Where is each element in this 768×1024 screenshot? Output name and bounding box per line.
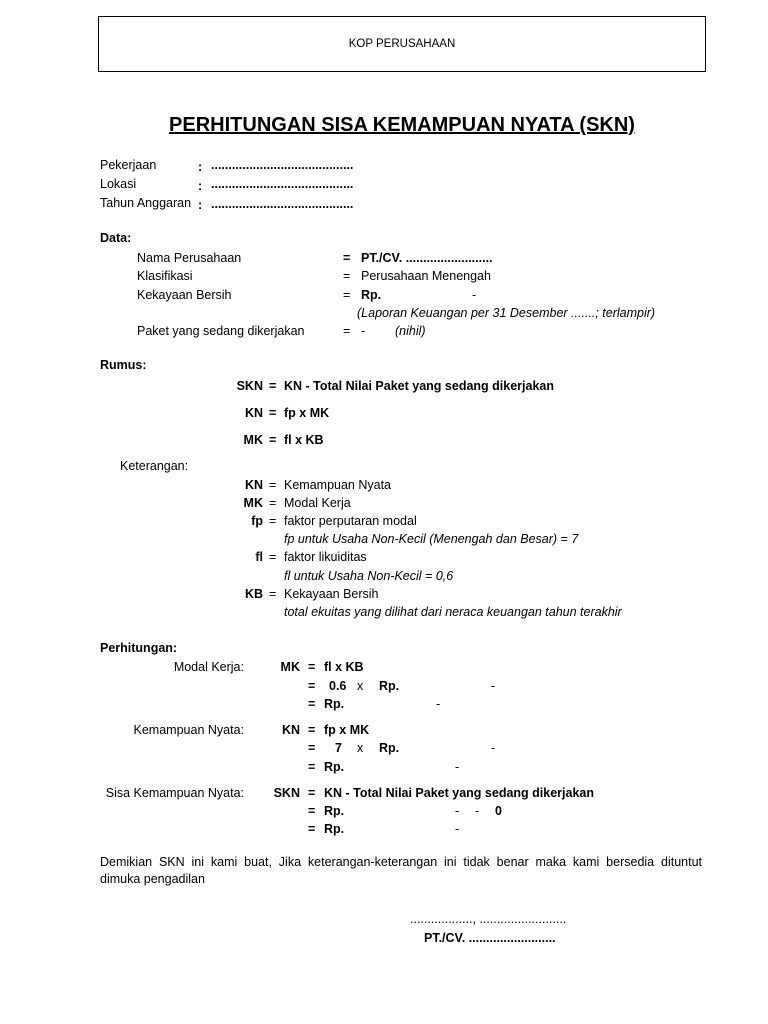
calc-currency: Rp.: [324, 697, 345, 711]
data-equals: =: [343, 251, 351, 265]
calc-equals: =: [308, 741, 316, 755]
calc-times: x: [357, 741, 364, 755]
calc-formula-mk: fl x KB: [324, 660, 364, 674]
keterangan-note-fl: fl untuk Usaha Non-Kecil = 0,6: [284, 569, 454, 583]
calc-currency: Rp.: [324, 822, 345, 836]
calc-symbol-skn: SKN: [273, 786, 300, 800]
calc-minus: -: [475, 804, 480, 818]
project-info-colon: :: [198, 160, 203, 174]
data-value-kekayaan-amount: -: [472, 288, 477, 302]
formula-equals: =: [269, 433, 277, 447]
calc-label-kemampuan-nyata: Kemampuan Nyata:: [133, 723, 244, 737]
keterangan-term-fp: fp: [251, 514, 263, 528]
signature-company: PT./CV. .........................: [424, 931, 556, 945]
keterangan-desc-fl: faktor likuiditas: [284, 550, 367, 564]
calc-equals: =: [308, 679, 316, 693]
data-label-nama-perusahaan: Nama Perusahaan: [137, 251, 242, 265]
calc-equals: =: [308, 723, 316, 737]
calc-equals: =: [308, 804, 316, 818]
project-info-label-pekerjaan: Pekerjaan: [100, 158, 157, 172]
signature-place-date: .................., .........................: [410, 912, 567, 926]
project-info-colon: :: [198, 179, 203, 193]
keterangan-term-fl: fl: [255, 550, 263, 564]
calc-symbol-kn: KN: [281, 723, 300, 737]
data-equals: =: [343, 269, 351, 283]
data-value-kekayaan-currency: Rp.: [361, 288, 382, 302]
calc-equals: =: [308, 822, 316, 836]
calc-result-kn: -: [455, 760, 460, 774]
data-heading: Data:: [100, 231, 132, 245]
formula-rhs-mk: fl x KB: [284, 433, 324, 447]
calc-currency: Rp.: [324, 804, 345, 818]
keterangan-equals: =: [269, 478, 277, 492]
data-value-nama-perusahaan: PT./CV. .........................: [361, 251, 493, 265]
formula-lhs-skn: SKN: [236, 379, 263, 393]
calc-amount: -: [455, 804, 460, 818]
data-kekayaan-note: (Laporan Keuangan per 31 Desember .......; terlampir): [357, 306, 656, 320]
rumus-heading: Rumus:: [100, 358, 147, 372]
calc-equals: =: [308, 786, 316, 800]
keterangan-equals: =: [269, 514, 277, 528]
keterangan-desc-kn: Kemampuan Nyata: [284, 478, 392, 492]
keterangan-desc-mk: Modal Kerja: [284, 496, 351, 510]
calc-factor-fl: 0.6: [329, 679, 347, 693]
calc-label-modal-kerja: Modal Kerja:: [173, 660, 244, 674]
calc-result-skn: -: [455, 822, 460, 836]
keterangan-equals: =: [269, 496, 277, 510]
calc-result-mk: -: [436, 697, 441, 711]
calc-equals: =: [308, 760, 316, 774]
data-value-paket: -: [361, 324, 366, 338]
keterangan-term-mk: MK: [243, 496, 263, 510]
data-equals: =: [343, 288, 351, 302]
keterangan-desc-kb: Kekayaan Bersih: [284, 587, 379, 601]
data-equals: =: [343, 324, 351, 338]
keterangan-equals: =: [269, 587, 277, 601]
letterhead-box: [98, 16, 706, 72]
formula-rhs-kn: fp x MK: [284, 406, 330, 420]
closing-paragraph-line-2: dimuka pengadilan: [100, 872, 205, 886]
calc-factor-fp: 7: [335, 741, 342, 755]
project-info-value-pekerjaan: .........................................: [211, 158, 354, 172]
calc-equals: =: [308, 697, 316, 711]
perhitungan-heading: Perhitungan:: [100, 641, 178, 655]
data-label-klasifikasi: Klasifikasi: [137, 269, 193, 283]
formula-rhs-skn: KN - Total Nilai Paket yang sedang dikerjakan: [284, 379, 554, 393]
calc-currency: Rp.: [379, 741, 400, 755]
data-paket-note: (nihil): [395, 324, 426, 338]
project-info-label-lokasi: Lokasi: [100, 177, 137, 191]
data-value-klasifikasi: Perusahaan Menengah: [361, 269, 491, 283]
keterangan-equals: =: [269, 550, 277, 564]
calc-symbol-mk: MK: [280, 660, 300, 674]
data-label-paket: Paket yang sedang dikerjakan: [137, 324, 305, 338]
keterangan-term-kb: KB: [244, 587, 263, 601]
project-info-colon: :: [198, 198, 203, 212]
project-info-value-tahun-anggaran: .........................................: [211, 197, 354, 211]
keterangan-note-fp: fp untuk Usaha Non-Kecil (Menengah dan Besar) = 7: [284, 532, 579, 546]
calc-amount: -: [491, 679, 496, 693]
keterangan-heading: Keterangan:: [120, 459, 189, 473]
data-label-kekayaan-bersih: Kekayaan Bersih: [137, 288, 232, 302]
keterangan-note-kb: total ekuitas yang dilihat dari neraca keuangan tahun terakhir: [284, 605, 622, 619]
formula-equals: =: [269, 406, 277, 420]
calc-currency: Rp.: [379, 679, 400, 693]
calc-formula-skn: KN - Total Nilai Paket yang sedang dikerjakan: [324, 786, 594, 800]
calc-formula-kn: fp x MK: [324, 723, 370, 737]
keterangan-desc-fp: faktor perputaran modal: [284, 514, 417, 528]
formula-lhs-kn: KN: [244, 406, 263, 420]
formula-lhs-mk: MK: [243, 433, 263, 447]
document-title: PERHITUNGAN SISA KEMAMPUAN NYATA (SKN): [169, 114, 635, 136]
calc-times: x: [357, 679, 364, 693]
project-info-value-lokasi: .........................................: [211, 177, 354, 191]
calc-currency: Rp.: [324, 760, 345, 774]
closing-paragraph-line-1: Demikian SKN ini kami buat, Jika keterangan-keterangan ini tidak benar maka kami bersedia dituntut: [100, 855, 702, 869]
calc-amount: -: [491, 741, 496, 755]
calc-equals: =: [308, 660, 316, 674]
keterangan-term-kn: KN: [244, 478, 263, 492]
calc-paket-value: 0: [495, 804, 502, 818]
formula-equals: =: [269, 379, 277, 393]
calc-label-sisa-kemampuan-nyata: Sisa Kemampuan Nyata:: [105, 786, 244, 800]
letterhead-text: KOP PERUSAHAAN: [348, 38, 456, 50]
project-info-label-tahun-anggaran: Tahun Anggaran: [100, 196, 192, 210]
